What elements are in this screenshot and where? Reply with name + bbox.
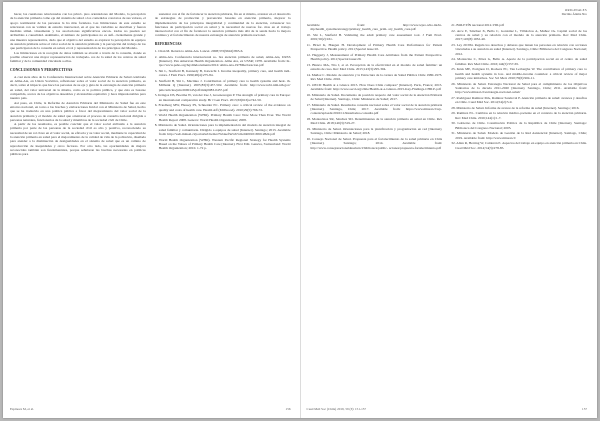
body-paragraph: A casi siete años de la Conferencia Internacional sobre Atención Primaria de Salud celebrada en Alma-Ata, en Unión Soviética, reflexionar sobre el valor social de la atención primaria, es decir, sobre el impacto que hace las personas de su eje y guía de la estrategia de atención primaria en salud, del valor universal de la misma, como es la política pública, y que ésta es basarse compartida, acerca de los objetivos deseables y alcanzables equitativo y hace impresionables para nuestro país. xyxy=(10,74,146,101)
reference-item: 17. Ministerio de Salud. Resultados consulta nacional sobre el valor social de la atención primaria [Internet]. Santiago, Chile; 2017. Available from: https://www.minsal.cl/wp-content/uploads/2016/11/Resultados-consulta.pdf xyxy=(306,102,443,116)
reference-item: 2. Alma-Ata. Conferencia internacional so- bre atención primaria de salud, Alma-Ata, URSS [Internet]. Pan American Health Organization. Alma Ata, ex USSR; 1978. Available from: ht- tps://www.paho.org/hq/dmdocuments/2012/ Alma-Ata-1978Declaracion.pdf xyxy=(154,54,291,68)
reference-item: 10. Shi L, Starfield B. Validating the adult primary care assessment tool. J Fam Pract. 2001;50(2):161. xyxy=(306,32,443,42)
reference-item: 19. Ministerio de Salud. Orientaciones para la planificación y programación en red [Internet]. Santiago, Chile: Ministerio de Salud; 2018. xyxy=(306,127,443,136)
reference-item: 27. Rodríguez Ramírez MA, Ramírez Sandoval P. Atención primaria de salud: avances y desafíos en Chile. Cuad Méd Soc. 2014;54(2):5-9. xyxy=(451,95,587,105)
reference-item: 28. Ministerio de Salud. Informe de avance de la reforma de salud [Internet]. Santiago; 2016. xyxy=(451,105,580,110)
reference-item: 32. Allen R, Herring W, Calderón E. Aspectos del trabajo en equipo en atención primaria en Chile. Cuad Méd Soc. 2014;54(3):278-85. xyxy=(451,141,587,150)
left-col-1 xyxy=(10,12,146,400)
reference-item: 18. Montecinos SR, Sánchez SD. Determinantes de la atención primaria en salud en Chile. Rev Med Chile. 2018;146(3):319-27. xyxy=(306,117,443,126)
right-page xyxy=(301,2,598,418)
reference-item: 3. Shi L, Starfield B, Kennedy B, Kawachi I. Income inequality, primary care, and health indi- cators. J Fam Pract. 1999;48(4):275-84. xyxy=(154,69,291,78)
reference-item: 11. Hrzel K, Haugen H. Development of Primary Health Care Performance for Patient Perspective. Health policy. 2011;Special issue:10. xyxy=(306,42,443,52)
reference-item: 5. Kringos DS, Boerma W, van der Zee J, Groenewegen P. The strength of primary care in Europe: an international comparative study. Br J Gen Pract. 2013;63(616):e742-50. xyxy=(154,93,291,102)
body-paragraph: hacer, las cuestiones relacionadas con los princi- pios orientadores del Modelo, la percepción de la atención primaria como eje del sistema de salud o los contenidos concretos de sus valores, el apoyo testimonial de las personas la ha más fortaleza. Las limitaciones de este estudio se relacionan con su validez de estudio transversal, en el que las variables se describen y fueron medidas simul- táneamente y las asociaciones significativas encon- tradas no pueden ser atribuibles a causalidad. Asimismo, el número de participantes no es sufi- cientemente grande y una muestra representativa, dado que el objetivo del estudio es explorar la percepción de equipos de atención primaria sobre el valor social de la atención primaria y la percepción del trabajo de los que participaron de la consulta en salud, el rol y representación de los principios del Modelo. xyxy=(10,12,146,51)
reference-item: 14. Muñoz C. Modelo de atención y la Estructura de la cartera de Salud Pública Chile 1980-1973. Rev Med Chile. 2016. xyxy=(306,72,443,82)
reference-item: 13. Blanco MA, Tito J, et al. Percepción de la efectividad en el modelo de salud familiar: un estudio de caso. Rev Med Chile. 2015;143(3):295-304. xyxy=(306,62,443,72)
conclusions-paragraphs xyxy=(10,75,146,157)
body-paragraph: Así pues, en Chile, la Reforma de Atención Primaria del Ministerio de Salud fue en este entorno nacional, en torno a las brechas y elaboraciones Inicial con el Ministerio de Salud, hecho que se ha traducido en una política pública a favor del mejoramiento del valor social de la atención primaria y el modelo de salud que orientaron el proceso de consulta nacional dirigida a personas naturales, funcionarios de la salud y miembros de la sociedad civil de Chile. xyxy=(10,100,146,122)
section-heading-conclusions: CONCLUSIONES Y PERSPECTIVAS xyxy=(10,67,73,72)
reference-item: 24. Montecino C, Pérez G, Bello A. Aporte de la participación social en el centro de salud familiar. Rev Med Chile. 2016;144(5):557-65. xyxy=(451,57,587,66)
reference-item: 7. World Health Organization (WHO). Primary Health Care: Now More Than Ever. The World Health Report 2008. Geneva: World Health Organization; 2008. xyxy=(154,113,291,122)
running-head-subtitle: Décimo Ánima Nro xyxy=(561,12,587,16)
reference-item: 23. Ley 20.584. Regula los derechos y deberes que tienen las personas en relación con acciones vinculadas a su atención en salud [Internet]. Santiago, Chile: Biblioteca del Congreso Nacional; 2012. xyxy=(451,42,587,56)
right-col-2 xyxy=(451,23,587,400)
right-col-1 xyxy=(307,23,443,400)
body-paragraph: sustentar con el fin de fortalecer la atención primaria, fin en sí mismo, avanzar en el desarrollo de estrategias de promoción y prevención basadas en atención primaria, mejorar la implementación de los principios integralidad y continuidad de la atención, robustecer los funciones de participación social en salud y la necesidad de nuevas for- mas en el trabajo intersectorial con el fin de fortalecer la atención primaria más allá de la senda hacia la mejora continua y el fortalecimiento de nuestra estrategia de atención primaria nacional. xyxy=(154,12,291,38)
reference-item: 9. World Health Organization (WHO). Western Pacific Regional Strategy for Health Systems Based on the Values of Primary Health Care [Internet]. First Edit. Geneva, Switzerland: World Health Organization; 2010. 1-72 p. xyxy=(154,137,291,151)
reference-item: 21. BOLETÍN nacional 2012-VIII.pdf xyxy=(451,23,504,27)
reference-item: 4. Starfield B, Shi L, Macinko J. Contribution of primary care to health systems and heal- th. Milbank Q [Internet]. 2005;83(3):457-502. Available from: http://www.ncbi.nlm.nih.gov/ pmc/articles/pmc2690145/pdf/milq0083-0457.pdf xyxy=(154,79,291,92)
reference-item: 20. Consejo Nacional de Salud. Propuesta para el fortalecimiento de la salud primaria en Chile [Internet]. Santiago; 2014. Available from: http://www.consejonacionaldesalud.cl/biblioteca/public- aciones/propuesta-fortalecimiento.pdf xyxy=(306,137,443,150)
reference-item: 15. OECD Health at a Glance 2015. How Does Chile compare? [Internet]. Paris, France; 2015. Available from: http://www.oecd.org/chile/Health-at-a-Glance-2015-Key-Findings-CHILE.pdf xyxy=(306,82,443,92)
reference-item: 26. Ministerio de Salud. Estrategia Nacional de Salud para el cumplimiento de los Objetivos Sanitarios de la década 2011-2020 [Internet]. Santiago, Chile; 2011. Available from: http://www.minsal.cl/estrategia-nacional-salud/ xyxy=(451,81,587,95)
left-page-footer xyxy=(10,407,291,411)
left-page xyxy=(3,2,301,418)
reference-item: 31. Ministerio de Salud. Modelo de Gestión de la Red Asistencial [Internet]. Santiago, Chile; 2019. Available from: http://www.minsal.cl/ xyxy=(451,131,587,140)
running-head xyxy=(562,8,587,16)
journal-spread xyxy=(3,2,597,418)
right-page-columns xyxy=(307,23,588,400)
right-page-footer xyxy=(307,407,588,411)
conclusions-continued xyxy=(155,12,291,38)
reference-item: 8. Ministerio de Salud. Orientaciones para la implementación del modelo de atención integral de salud familiar y comunitaria. Dirigido a equipos de salud [Internet]. Santiago; 2013. Available from: http://web.minsal.cl/portal/url/item/e7b24eef3e5cb5d1e0400101650128e9.pdf xyxy=(154,123,291,136)
reference-item: 30. Gobierno de Chile. Constitución Política de la República de Chile [Internet]. Santiago: Biblioteca del Congreso Nacional; 2005. xyxy=(451,121,587,130)
reference-item: 29. Ramírez EL. Cambios en la relación médico-paciente en el contexto de la atención primaria. Rev Med Chile. 2016;144(1):1-7. xyxy=(451,111,587,120)
page-number: 157 xyxy=(582,407,587,411)
reference-list xyxy=(451,23,587,150)
reference-item: Available from: http://www.wpro.who.int/in- mp/health_systems/strategy/primary_health_care_prim- ary_health_care.pdf xyxy=(306,23,443,32)
reference-item: 16. Ministerio de Salud. Documento de posición respecto del valor social de la Atención Primaria de Salud [Internet]. Santiago, Chile: Ministerio de Salud; 2017. xyxy=(306,92,443,102)
running-head-section: ORIGINALES xyxy=(564,8,587,12)
reference-item: 22. Arce E, Sánchez X, Bello C, González L, Villalobos A, Muñoz JA. Capital social de los centros de salud y su relación con el modelo de la atención primaria. Rev Med Chile. 2017;145(8):1032-40. xyxy=(451,28,587,42)
left-page-columns xyxy=(10,12,291,400)
reference-item: 12. Haggerty J, Measurement of Primary Health Care Attributes from the Patient Perspective. Health policy. 2011;Special issue:29. xyxy=(306,52,443,62)
footer-authors: Espinoza M, et al. xyxy=(10,407,34,411)
reference-list xyxy=(155,49,291,150)
reference-item: 1. Chan M. Return to Alma-Ata. Lancet. 2008;372(9642):865-6. xyxy=(154,49,244,54)
reference-item: 6. Friedberg MW, Hussey PS, Schneider EC. Primary care: a critical review of the evidence on quality and costs of health care. Health Aff (Millwood). 2010;29(5):766-72. xyxy=(154,103,291,112)
discussion-paragraphs xyxy=(10,12,146,64)
page-number: 156 xyxy=(285,407,291,411)
section-heading-references: REFERENCIAS xyxy=(154,41,182,46)
body-paragraph: A partir de los resultados, es posible concluir que el valor social atribuido a la atención primaria por parte de las personas de la sociedad civil es alto y positivo, reconociendo su necesidad de un rol clave en el valor social, su eficacia y su valor social, mediante la capacidad de la atención primaria en salud para el mejoramiento de la calidad de vida de la población, diseñada para atender a la disminución de desigualdades en el sistema de salud que es un camino de reproducción de inequidades y otros factores. Por otro lado, las oportunidades de mejora reconocidas también son fundamentales, porque señalaron las brechas necesarias en políticas públicas para xyxy=(10,122,146,157)
reference-list xyxy=(307,23,443,150)
left-col-2 xyxy=(155,12,291,400)
journal-citation: Cuad Méd Soc (Chile) 2019, 59 (3): 151-157 xyxy=(306,407,367,411)
body-paragraph: Las limitaciones en la recogida de datos también se abordó a través de la consulta, donde es posible observar una mayor representación de trabajado- res de la salud de los centros de salud familiar y de la comunidad vinculada a ellos. xyxy=(10,50,146,64)
reference-item: 25. Kruk ME, Porignon D, Rockers PC, Van Lerberghe W. The contribution of primary care to health and health systems in low- and middle-income countries: a critical review of major primary care initiatives. Soc Sci Med. 2010;70(6):904-11. xyxy=(451,67,587,80)
